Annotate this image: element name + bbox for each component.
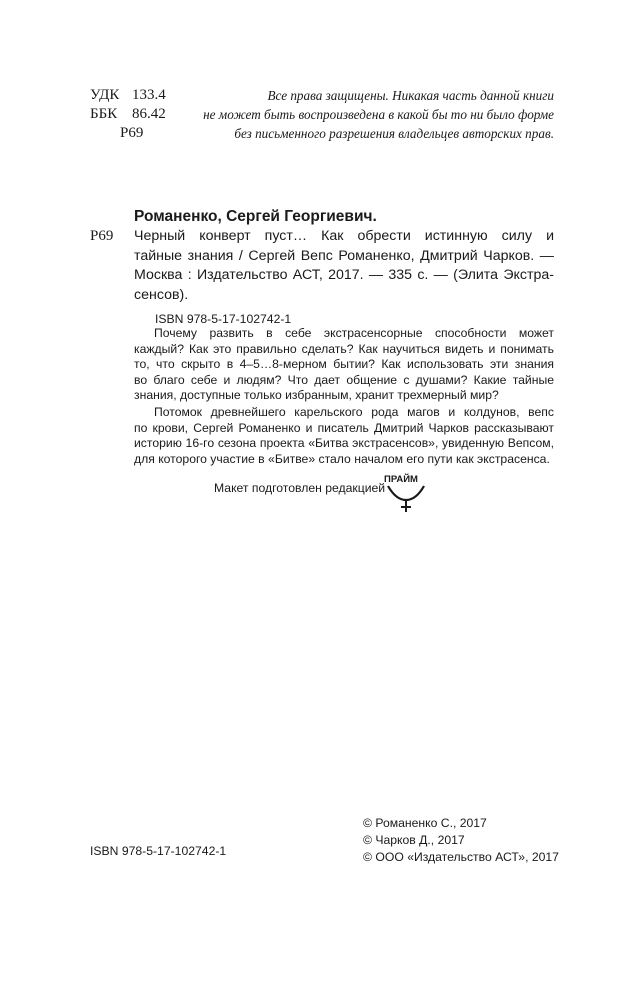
annotation-line: Почему развить в себе экстрасенсорные способности может — [154, 326, 554, 340]
copyright-line: © ООО «Издательство АСТ», 2017 — [363, 850, 559, 864]
rights-line: без письменного разрешения владельцев авторских прав. — [234, 126, 554, 141]
bbk-label: ББК — [90, 106, 118, 122]
rights-line: не может быть воспроизведена в какой бы то ни было форме — [203, 107, 554, 122]
udk-classification — [90, 86, 166, 105]
annotation-line: во благо себе и людям? Что дает общение с душами? Какие тайные — [134, 372, 554, 387]
title-line: тайные знания / Сергей Вепс Романенко, Дмитрий Чарков. — — [134, 247, 554, 264]
prepared-by-text: Макет подготовлен редакцией — [214, 481, 386, 495]
copyright-line: © Чарков Д., 2017 — [363, 833, 465, 847]
author-mark-top: Р69 — [120, 125, 144, 141]
annotation-line: каждый? Как это правильно сделать? Как научиться видеть и понимать — [134, 341, 554, 356]
title-line: Черный конверт пуст… Как обрести истинную силу и — [134, 228, 554, 244]
annotation-line: для которого участие в «Битве» стало началом его пути как экстрасенса. — [134, 451, 550, 466]
title-line: Москва : Издательство АСТ, 2017. — 335 с. — (Элита Экстра- — [134, 267, 554, 283]
annotation-paragraph-2 — [134, 405, 554, 467]
copyright-block — [363, 815, 559, 866]
annotation-line: знания, доступные только избранным, хранит трехмерный мир? — [134, 388, 499, 403]
prime-logo-text: ПРАЙМ — [384, 474, 418, 485]
title-description — [134, 227, 554, 305]
copyright-line: © Романенко С., 2017 — [363, 816, 487, 830]
title-line: сенсов). — [134, 286, 189, 303]
annotation-line: Потомок древнейшего карельского рода магов и колдунов, вепс — [154, 405, 554, 419]
prime-logo-arc — [388, 486, 424, 500]
bbk-classification — [90, 105, 166, 124]
annotation-line: историю 16-го сезона проекта «Битва экстрасенсов», увиденную Вепсом, — [134, 436, 554, 451]
record-isbn: ISBN 978-5-17-102742-1 — [155, 312, 292, 326]
annotation-paragraph-1 — [134, 326, 554, 404]
prime-logo-icon — [382, 470, 438, 514]
author-mark: Р69 — [90, 228, 114, 244]
footer-isbn: ISBN 978-5-17-102742-1 — [90, 844, 227, 858]
author-heading: Романенко, Сергей Георгиевич. — [134, 208, 377, 225]
annotation-line: то, что скрыто в 4–5…8-мерном бытии? Как использовать эти знания — [134, 357, 554, 372]
udk-label: УДК — [90, 87, 120, 103]
annotation-line: по крови, Сергей Романенко и писатель Дмитрий Чарков рассказывают — [134, 420, 554, 435]
udk-value: 133.4 — [132, 87, 166, 103]
prime-publisher-logo — [382, 470, 438, 514]
bbk-value: 86.42 — [132, 106, 166, 122]
rights-notice — [194, 86, 554, 143]
rights-line: Все права защищены. Никакая часть данной книги — [267, 88, 554, 103]
